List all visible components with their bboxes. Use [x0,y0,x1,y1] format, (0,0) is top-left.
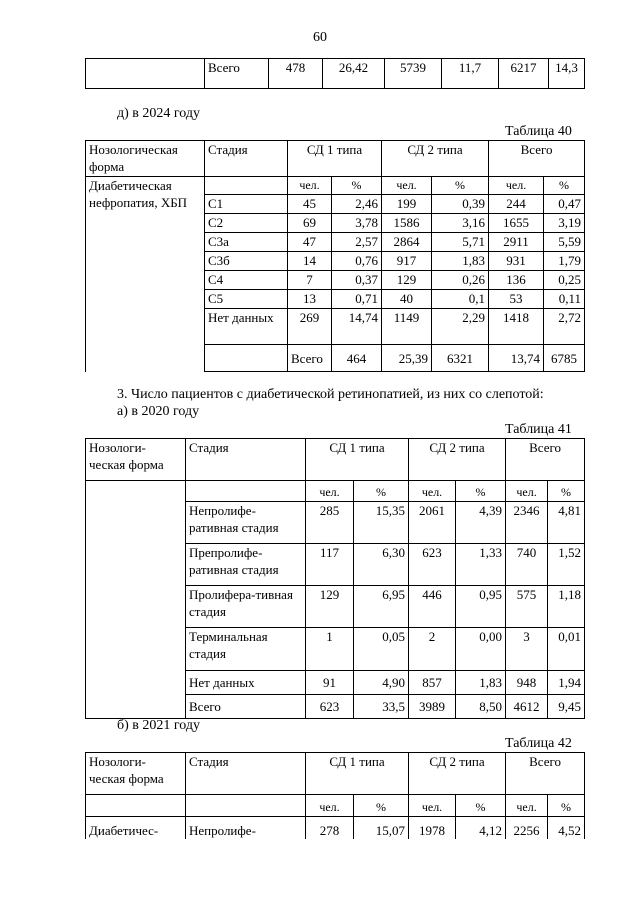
table-cell: 244 [489,195,544,214]
table-cell: 4,12 [456,817,506,839]
table-cell: 2911 [489,233,544,252]
table-40-caption: Таблица 40 [505,124,572,139]
table-cell: 2,29 [432,309,489,345]
stage-cell: С5 [205,290,288,309]
table-cell: 40 [382,290,432,309]
table-cell: 1586 [382,214,432,233]
table-cell: 91 [306,671,354,695]
table-cell: 3 [506,628,548,671]
header-stage: Стадия [205,141,288,177]
table-cell: Всего [205,59,269,89]
table-cell: 69 [288,214,332,233]
unit-cell: % [354,795,409,817]
table-cell: 0,25 [544,271,585,290]
unit-cell: чел. [489,177,544,195]
unit-cell: чел. [288,177,332,195]
table-cell: 117 [306,544,354,586]
table-cell [205,177,288,195]
table-cell: 14 [288,252,332,271]
table-cell: 575 [506,586,548,628]
table-cell: 129 [306,586,354,628]
unit-cell: чел. [382,177,432,195]
table-cell: 8,50 [456,695,506,719]
table-row [86,817,585,839]
table-cell: 199 [382,195,432,214]
table-cell: 623 [409,544,456,586]
header-sd1: СД 1 типа [288,141,382,177]
header-sd2: СД 2 типа [409,439,506,481]
table-cell: 1,79 [544,252,585,271]
stage-cell: С1 [205,195,288,214]
table-cell: 1,18 [548,586,585,628]
table-41 [85,438,585,719]
header-total: Всего [506,439,585,481]
table-cell: 4,39 [456,502,506,544]
table-cell: 1,33 [456,544,506,586]
table-cell: 5739 [385,59,442,89]
table-cell: 0,01 [548,628,585,671]
table-units-row [86,177,585,195]
table-cell: 4,90 [354,671,409,695]
table-cell: 2,57 [332,233,382,252]
table-cell: 2864 [382,233,432,252]
table-header-row [86,141,585,177]
table-cell: 129 [382,271,432,290]
total-label: Всего [186,695,306,719]
header-form: Нозологическая форма [86,141,205,177]
form-name-cell: Диабетичес- [86,817,186,839]
table-cell: 917 [382,252,432,271]
table-cell: 0,95 [456,586,506,628]
table-cell: 1,52 [548,544,585,586]
table-cell: 948 [506,671,548,695]
table-cell: 931 [489,252,544,271]
table-cell: 0,47 [544,195,585,214]
table-cell [86,795,186,817]
table-cell: 4,81 [548,502,585,544]
table-cell: 26,42 [323,59,385,89]
table-40 [85,140,585,372]
form-name-cell: Диабетическая нефропатия, ХБП [86,177,205,372]
table-cell: 2,46 [332,195,382,214]
table-cell: 478 [269,59,323,89]
header-sd1: СД 1 типа [306,753,409,795]
header-sd2: СД 2 типа [409,753,506,795]
stage-cell: С3а [205,233,288,252]
unit-cell: % [354,481,409,502]
table-cell: 1 [306,628,354,671]
unit-cell: чел. [306,481,354,502]
table-cell [186,795,306,817]
table-cell: 1,83 [456,671,506,695]
table-cell: 14,3 [549,59,585,89]
unit-cell: чел. [409,795,456,817]
table-cell: 1149 [382,309,432,345]
table-cell: 0,76 [332,252,382,271]
unit-cell: % [332,177,382,195]
table-cell: 2346 [506,502,548,544]
table-header-row [86,439,585,481]
table-cell: 136 [489,271,544,290]
table-cell: 269 [288,309,332,345]
unit-cell: чел. [409,481,456,502]
table-cell: 9,45 [548,695,585,719]
table-cell: 857 [409,671,456,695]
table-header-row [86,753,585,795]
table-cell: 278 [306,817,354,839]
table-cell: 0,1 [432,290,489,309]
table-cell: 0,26 [432,271,489,290]
table-cell: 6,30 [354,544,409,586]
table-cell: 1655 [489,214,544,233]
table-cell: 3,16 [432,214,489,233]
table-cell: 13 [288,290,332,309]
table-cell [86,481,186,719]
stage-cell: С4 [205,271,288,290]
continuation-table [85,58,585,89]
header-sd2: СД 2 типа [382,141,489,177]
table-cell: 0,00 [456,628,506,671]
section-heading-2021: б) в 2021 году [117,718,201,733]
header-total: Всего [489,141,585,177]
unit-cell: % [456,481,506,502]
stage-cell: С2 [205,214,288,233]
table-cell: 13,74 [489,345,544,372]
table-cell: 3989 [409,695,456,719]
table-cell: 446 [409,586,456,628]
table-cell: 6,95 [354,586,409,628]
table-cell: 4612 [506,695,548,719]
table-cell: 47 [288,233,332,252]
unit-cell: чел. [506,481,548,502]
table-41-caption: Таблица 41 [505,422,572,437]
unit-cell: % [432,177,489,195]
table-cell: 14,74 [332,309,382,345]
unit-cell: чел. [306,795,354,817]
table-42 [85,752,585,839]
header-stage: Стадия [186,753,306,795]
table-units-row [86,481,585,502]
table-cell: 3,78 [332,214,382,233]
unit-cell: % [456,795,506,817]
table-cell: 11,7 [442,59,499,89]
section-3-title: 3. Число пациентов с диабетической ретинопатией, из них со слепотой: [117,387,544,402]
unit-cell: % [548,481,585,502]
total-label: Всего [288,345,332,372]
table-units-row [86,795,585,817]
table-cell: 5,71 [432,233,489,252]
page-number: 60 [313,30,327,45]
stage-cell: Нет данных [205,309,288,345]
unit-cell: % [544,177,585,195]
header-stage: Стадия [186,439,306,481]
table-cell: 15,35 [354,502,409,544]
stage-cell: Препролифе-ративная стадия [186,544,306,586]
table-cell: 740 [506,544,548,586]
stage-cell: Непролифе- [186,817,306,839]
table-cell: 0,39 [432,195,489,214]
table-cell: 5,59 [544,233,585,252]
unit-cell: % [548,795,585,817]
header-sd1: СД 1 типа [306,439,409,481]
table-cell: 2,72 [544,309,585,345]
table-cell: 3,19 [544,214,585,233]
table-cell: 1418 [489,309,544,345]
table-row [86,59,585,89]
header-form: Нозологи-ческая форма [86,439,186,481]
table-cell: 7 [288,271,332,290]
table-42-caption: Таблица 42 [505,736,572,751]
table-cell: 623 [306,695,354,719]
table-cell: 2 [409,628,456,671]
table-cell: 2256 [506,817,548,839]
table-cell: 33,5 [354,695,409,719]
table-cell: 464 [332,345,382,372]
stage-cell: Непролифе-ративная стадия [186,502,306,544]
table-cell: 53 [489,290,544,309]
table-cell [186,481,306,502]
unit-cell: чел. [506,795,548,817]
table-cell: 0,37 [332,271,382,290]
table-cell: 0,05 [354,628,409,671]
table-cell: 1,94 [548,671,585,695]
section-heading-2024: д) в 2024 году [117,106,201,121]
stage-cell: Нет данных [186,671,306,695]
table-cell: 6785 [544,345,585,372]
stage-cell: С3б [205,252,288,271]
table-cell: 45 [288,195,332,214]
table-cell [86,59,205,89]
header-total: Всего [506,753,585,795]
section-heading-2020: а) в 2020 году [117,404,200,419]
table-cell: 1,83 [432,252,489,271]
table-cell: 4,52 [548,817,585,839]
table-cell: 0,11 [544,290,585,309]
table-cell: 25,39 [382,345,432,372]
table-cell: 2061 [409,502,456,544]
table-cell [205,345,288,372]
table-cell: 0,71 [332,290,382,309]
stage-cell: Пролифера-тивная стадия [186,586,306,628]
table-cell: 6217 [499,59,549,89]
header-form: Нозологи-ческая форма [86,753,186,795]
table-cell: 1978 [409,817,456,839]
table-cell: 285 [306,502,354,544]
table-cell: 6321 [432,345,489,372]
table-cell: 15,07 [354,817,409,839]
stage-cell: Терминальная стадия [186,628,306,671]
